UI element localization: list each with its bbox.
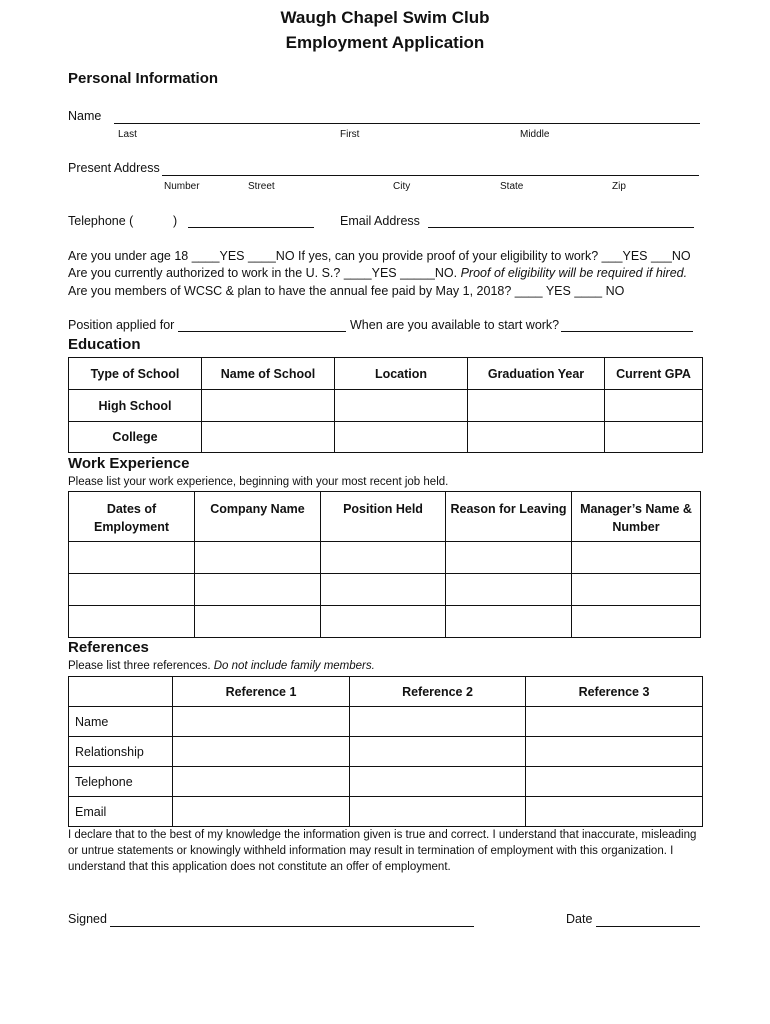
work-cell[interactable] [446, 574, 572, 606]
name-sub-first: First [340, 129, 360, 140]
work-instruction: Please list your work experience, beginning with your most recent job held. [68, 476, 449, 488]
work-col-manager: Manager’s Name & Number [572, 492, 701, 542]
question-under-18: Are you under age 18 ____YES ____NO If yes, can you provide proof of your eligibility to work? ___YES ___NO [68, 249, 691, 263]
references-instruction [68, 660, 375, 672]
table-row [69, 767, 703, 797]
ref-cell[interactable] [350, 707, 526, 737]
name-field[interactable] [114, 123, 700, 124]
table-row [69, 707, 703, 737]
ref-cell[interactable] [173, 797, 350, 827]
work-cell[interactable] [195, 574, 321, 606]
work-col-dates: Dates of Employment [69, 492, 195, 542]
position-field[interactable] [178, 331, 346, 332]
question-member: Are you members of WCSC & plan to have the annual fee paid by May 1, 2018? ____ YES ____ NO [68, 284, 625, 298]
address-sub-street: Street [248, 181, 275, 192]
ref-col-3: Reference 3 [526, 677, 703, 707]
edu-cell[interactable] [202, 422, 335, 453]
ref-col-2: Reference 2 [350, 677, 526, 707]
available-field[interactable] [561, 331, 693, 332]
references-instruction-note: Do not include family members. [213, 660, 375, 672]
table-row [69, 606, 701, 638]
form-subtitle: Employment Application [285, 33, 485, 52]
work-cell[interactable] [69, 542, 195, 574]
edu-cell[interactable] [605, 390, 703, 422]
ref-col-1: Reference 1 [173, 677, 350, 707]
table-row [69, 737, 703, 767]
email-field[interactable] [428, 227, 694, 228]
work-cell[interactable] [195, 542, 321, 574]
question-authorized-note: Proof of eligibility will be required if hired. [460, 266, 688, 280]
name-sub-middle: Middle [520, 129, 550, 140]
edu-cell[interactable] [335, 390, 468, 422]
telephone-label: Telephone ( [68, 214, 134, 228]
edu-cell[interactable] [335, 422, 468, 453]
work-col-company: Company Name [195, 492, 321, 542]
address-field[interactable] [162, 175, 699, 176]
work-cell[interactable] [195, 606, 321, 638]
work-cell[interactable] [572, 606, 701, 638]
work-cell[interactable] [69, 606, 195, 638]
edu-col-location: Location [335, 358, 468, 390]
signature-field[interactable] [110, 926, 474, 927]
work-cell[interactable] [446, 542, 572, 574]
work-cell[interactable] [321, 574, 446, 606]
available-label: When are you available to start work? [350, 318, 560, 332]
personal-info-heading: Personal Information [68, 70, 219, 87]
references-table [68, 676, 703, 827]
ref-cell[interactable] [350, 767, 526, 797]
edu-col-name: Name of School [202, 358, 335, 390]
references-heading: References [68, 639, 149, 656]
ref-cell[interactable] [350, 797, 526, 827]
education-heading: Education [68, 336, 141, 353]
edu-row-college: College [69, 422, 202, 453]
ref-cell[interactable] [173, 707, 350, 737]
ref-cell[interactable] [526, 797, 703, 827]
ref-col-blank [69, 677, 173, 707]
edu-cell[interactable] [468, 390, 605, 422]
ref-cell[interactable] [526, 767, 703, 797]
table-row [69, 390, 703, 422]
date-label: Date [566, 912, 593, 926]
work-cell[interactable] [321, 542, 446, 574]
table-row [69, 422, 703, 453]
table-row [69, 797, 703, 827]
ref-cell[interactable] [526, 737, 703, 767]
ref-cell[interactable] [173, 767, 350, 797]
education-header-row [69, 358, 703, 390]
ref-row-telephone: Telephone [69, 767, 173, 797]
question-authorized-text: Are you currently authorized to work in the U. S.? ____YES _____NO. [68, 266, 458, 280]
name-sub-last: Last [118, 129, 137, 140]
edu-cell[interactable] [468, 422, 605, 453]
address-sub-city: City [393, 181, 411, 192]
edu-row-high-school: High School [69, 390, 202, 422]
telephone-field[interactable] [188, 227, 314, 228]
address-sub-number: Number [164, 181, 200, 192]
edu-col-type: Type of School [69, 358, 202, 390]
ref-cell[interactable] [526, 707, 703, 737]
work-heading: Work Experience [68, 455, 190, 472]
signed-label: Signed [68, 912, 107, 926]
question-authorized [68, 266, 687, 280]
address-sub-zip: Zip [612, 181, 626, 192]
edu-cell[interactable] [202, 390, 335, 422]
telephone-paren: ) [173, 214, 178, 228]
references-instruction-text: Please list three references. [68, 660, 211, 672]
work-cell[interactable] [446, 606, 572, 638]
edu-col-graduation: Graduation Year [468, 358, 605, 390]
form-title: Waugh Chapel Swim Club [280, 8, 490, 27]
ref-row-email: Email [69, 797, 173, 827]
work-cell[interactable] [321, 606, 446, 638]
ref-row-name: Name [69, 707, 173, 737]
table-row [69, 574, 701, 606]
ref-row-relationship: Relationship [69, 737, 173, 767]
work-cell[interactable] [572, 574, 701, 606]
work-table [68, 491, 701, 638]
references-header-row [69, 677, 703, 707]
email-label: Email Address [340, 214, 420, 228]
education-table [68, 357, 703, 453]
work-col-position: Position Held [321, 492, 446, 542]
declaration-text: I declare that to the best of my knowledge the information given is true and correct. I understand that inaccurate, misleading or untrue statements or knowingly withheld information may result in termination of employment with this organization. I understand that this application does not constitute an offer of employment. [68, 829, 697, 873]
address-label: Present Address [68, 161, 160, 175]
work-header-row [69, 492, 701, 542]
position-label: Position applied for [68, 318, 175, 332]
work-cell[interactable] [572, 542, 701, 574]
date-field[interactable] [596, 926, 700, 927]
name-label: Name [68, 109, 102, 123]
ref-cell[interactable] [350, 737, 526, 767]
table-row [69, 542, 701, 574]
edu-cell[interactable] [605, 422, 703, 453]
ref-cell[interactable] [173, 737, 350, 767]
work-cell[interactable] [69, 574, 195, 606]
edu-col-gpa: Current GPA [605, 358, 703, 390]
address-sub-state: State [500, 181, 524, 192]
work-col-reason: Reason for Leaving [446, 492, 572, 542]
